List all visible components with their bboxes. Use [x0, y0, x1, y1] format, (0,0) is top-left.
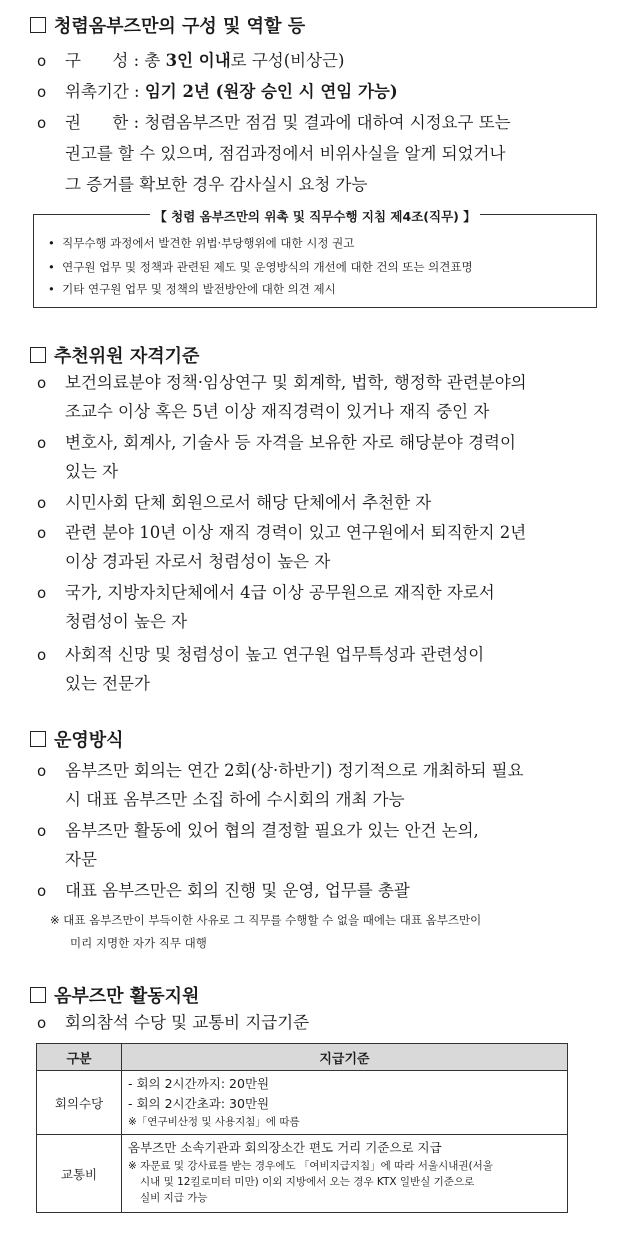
duty-list-item	[48, 235, 354, 251]
operation-text: 자문	[65, 850, 97, 869]
duty-box-title: 【 청렴 옴부즈만의 위촉 및 직무수행 지침 제4조(직무) 】	[150, 209, 479, 224]
qualification-text: 시민사회 단체 회원으로서 해당 단체에서 추천한 자	[65, 493, 432, 512]
transport-note: ※ 자문료 및 강사료를 받는 경우에도 「여비지급지침」에 따라 서울시내권(서울	[128, 1160, 493, 1172]
qualification-text: 청렴성이 높은 자	[65, 612, 188, 631]
operation-note: ※ 대표 옴부즈만이 부득이한 사유로 그 직무를 수행할 수 없을 때에는 대표 옴부즈만이	[50, 913, 482, 927]
qualification-text: 관련 분야 10년 이상 재직 경력이 있고 연구원에서 퇴직한지 2년	[65, 523, 527, 542]
row-value	[122, 1135, 568, 1213]
qualification-text: 사회적 신망 및 청렴성이 높고 연구원 업무특성과 관련성이	[65, 645, 485, 664]
table-row	[37, 1135, 568, 1213]
section-title-qualification: 추천위원 자격기준	[30, 342, 199, 368]
bullet: o	[37, 822, 47, 840]
bullet: o	[37, 1014, 47, 1032]
row-key-meeting-allowance: 회의수당	[37, 1071, 122, 1135]
checkbox-square-icon	[30, 17, 46, 33]
duty-list-item	[48, 281, 336, 297]
transport-note: 실비 지급 가능	[140, 1192, 208, 1204]
table-row	[37, 1071, 568, 1135]
composition-text-post: 로 구성(비상근)	[230, 51, 345, 70]
bullet: o	[37, 374, 47, 392]
allowance-note: ※「연구비산정 및 사용지침」에 따름	[128, 1116, 300, 1128]
duty-list-item	[48, 259, 473, 275]
bullet: o	[37, 494, 47, 512]
term-text: 임기 2년 (원장 승인 시 연임 가능)	[144, 82, 398, 101]
qualification-text: 조교수 이상 혹은 5년 이상 재직경력이 있거나 재직 중인 자	[65, 402, 490, 421]
header-category: 구분	[37, 1044, 122, 1071]
section-title-operation: 운영방식	[30, 726, 124, 752]
qualification-text: 이상 경과된 자로서 청렴성이 높은 자	[65, 552, 331, 571]
table-header-row	[37, 1044, 568, 1071]
checkbox-square-icon	[30, 987, 46, 1003]
support-text: 회의참석 수당 및 교통비 지급기준	[65, 1013, 310, 1032]
bullet: o	[37, 882, 47, 900]
duty-text: 연구원 업무 및 정책과 관련된 제도 및 운영방식의 개선에 대한 건의 또는 의견표명	[62, 260, 473, 274]
duty-text: 기타 연구원 업무 및 정책의 발전방안에 대한 의견 제시	[62, 282, 336, 296]
payment-table	[36, 1043, 568, 1213]
bullet: o	[37, 584, 47, 602]
duty-text: 직무수행 과정에서 발견한 위법·부당행위에 대한 시정 권고	[62, 236, 355, 250]
bullet: o	[37, 434, 47, 452]
dot-bullet-icon: •	[48, 236, 55, 250]
bullet: o	[37, 114, 47, 132]
qualification-text: 있는 자	[65, 462, 119, 481]
authority-line: 권고를 할 수 있으며, 점검과정에서 비위사실을 알게 되었거나	[65, 144, 506, 163]
section-title-composition: 청렴옴부즈만의 구성 및 역할 등	[30, 12, 305, 38]
bullet: o	[37, 762, 47, 780]
authority-label: 권 한	[65, 113, 129, 132]
row-value	[122, 1071, 568, 1135]
term-label: 위촉기간	[65, 82, 129, 101]
transport-line: 옴부즈만 소속기관과 회의장소간 편도 거리 기준으로 지급	[128, 1140, 442, 1155]
dot-bullet-icon: •	[48, 282, 55, 296]
operation-text: 옴부즈만 활동에 있어 협의 결정할 필요가 있는 안건 논의,	[65, 821, 479, 840]
operation-note: 미리 지명한 자가 직무 대행	[70, 936, 207, 950]
bullet: o	[37, 646, 47, 664]
composition-label: 구 성	[65, 51, 129, 70]
dot-bullet-icon: •	[48, 260, 55, 274]
separator: :	[134, 82, 140, 101]
authority-line: 그 증거를 확보한 경우 감사실시 요청 가능	[65, 175, 368, 194]
bullet: o	[37, 83, 47, 101]
separator: :	[133, 51, 140, 70]
checkbox-square-icon	[30, 731, 46, 747]
allowance-line: - 회의 2시간초과: 30만원	[128, 1096, 270, 1111]
qualification-text: 있는 전문가	[65, 674, 150, 693]
section-title-support: 옴부즈만 활동지원	[30, 982, 199, 1008]
allowance-line: - 회의 2시간까지: 20만원	[128, 1076, 270, 1091]
separator: :	[133, 113, 140, 132]
bullet: o	[37, 52, 47, 70]
qualification-text: 국가, 지방자치단체에서 4급 이상 공무원으로 재직한 자로서	[65, 583, 495, 602]
qualification-text: 보건의료분야 정책·임상연구 및 회계학, 법학, 행정학 관련분야의	[65, 373, 527, 392]
row-key-transport: 교통비	[37, 1135, 122, 1213]
composition-count: 3인 이내	[165, 51, 231, 70]
qualification-text: 변호사, 회계사, 기술사 등 자격을 보유한 자로 해당분야 경력이	[65, 433, 516, 452]
operation-text: 대표 옴부즈만은 회의 진행 및 운영, 업무를 총괄	[65, 881, 410, 900]
bullet: o	[37, 524, 47, 542]
transport-note: 시내 및 12킬로미터 미만) 이외 지방에서 오는 경우 KTX 일반실 기준으로	[140, 1176, 475, 1188]
operation-text: 옴부즈만 회의는 연간 2회(상·하반기) 정기적으로 개최하되 필요	[65, 761, 524, 780]
header-criteria: 지급기준	[122, 1044, 568, 1071]
composition-text-pre: 총	[144, 51, 166, 70]
authority-line: 청렴옴부즈만 점검 및 결과에 대하여 시정요구 또는	[144, 113, 511, 132]
duty-guideline-box	[33, 209, 597, 308]
checkbox-square-icon	[30, 347, 46, 363]
operation-text: 시 대표 옴부즈만 소집 하에 수시회의 개최 가능	[65, 790, 405, 809]
